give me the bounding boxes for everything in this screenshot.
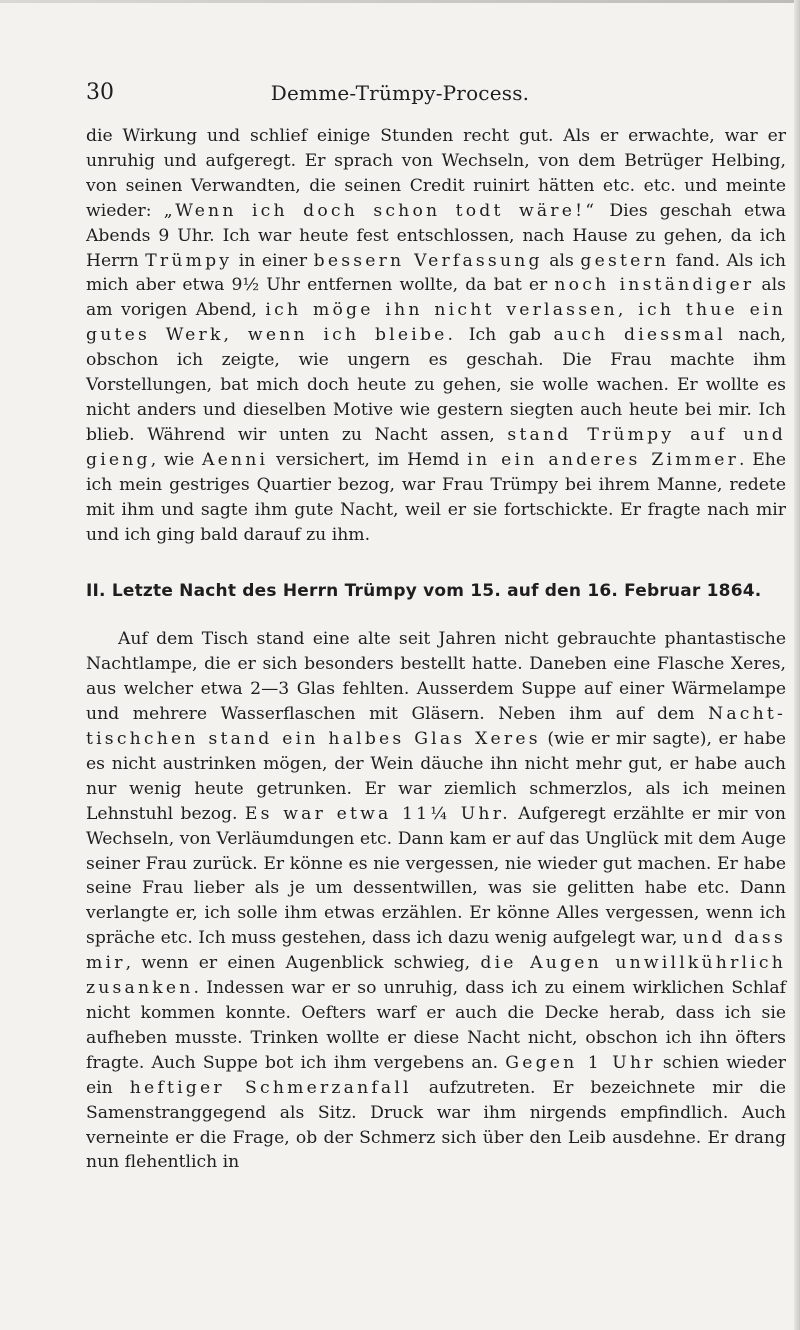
spaced-text: noch inständiger — [554, 275, 755, 296]
page-header — [0, 78, 800, 108]
paragraph-2 — [86, 627, 786, 1175]
spaced-text: in ein anderes Zimmer — [467, 449, 740, 470]
text-run: die Wirkung und schlief einige Stunden recht gut. Als er erwachte, war er unruhig und aufgeregt. Er sprach von Wechseln, von dem Betrüger Helbing, von seinen Verwandten, die seinen Credit ruinirt hätten etc. etc. und meinte wieder: — [86, 126, 786, 221]
text-run: Dies geschah etwa Abends 9 Uhr. Ich war heute fest entschlossen, nach Hause zu gehen, da ich Herrn — [86, 200, 787, 271]
text-run: Ich gab — [456, 325, 554, 346]
text-run: Auf dem Tisch stand eine alte seit Jahren nicht gebrauchte phantastische Nachtlampe, die er sich besonders bestellt hatte. Daneben eine Flasche Xeres, aus welcher etwa 2—3 Glas fehlten. Ausserdem Suppe auf einer Wärmelampe und mehrere Wasserflaschen mit Gläsern. Neben ihm auf dem — [86, 629, 786, 725]
spaced-text: Gegen 1 Uhr — [505, 1052, 656, 1073]
top-edge — [0, 0, 800, 3]
text-run: (wie er mir sagte), er habe es nicht austrinken mögen, der Wein däuche ihn nicht mehr gut, er habe auch nur wenig heute getrunken. Er war ziemlich schmerzlos, als ich meinen Lehnstuhl bezog. — [86, 729, 787, 824]
text-run: schien wieder ein — [86, 1052, 787, 1098]
running-title: Demme-Trümpy-Process. — [270, 81, 530, 105]
text-run: . Indessen war er so unruhig, dass ich zu einem wirklichen Schlaf nicht kommen konnte. Oefters warf er auch die Decke herab, dass ich sie aufheben musste. Trinken wollte er diese Nacht nicht, obschon ich ihn öfters fragte. Auch Suppe bot ich ihm vergebens an. — [86, 978, 786, 1073]
spaced-text: und dass mir — [86, 928, 786, 974]
spaced-text: ich möge ihn nicht verlassen, ich thue ein gutes Werk, wenn ich bleibe. — [86, 300, 787, 346]
text-run: als — [542, 250, 581, 271]
page-edge — [794, 0, 800, 1330]
spaced-text: heftiger Schmerzanfall — [129, 1077, 412, 1098]
spaced-text: stand Trümpy auf und gieng — [86, 424, 786, 470]
text-run: nach, obschon ich zeigte, wie ungern es geschah. Die Frau machte ihm Vorstellungen, bat mich doch heute zu gehen, sie wolle wachen. Er wollte es nicht anders und dieselben Motive wie gestern siegten auch heute bei mir. Ich blieb. Während wir unten zu Nacht assen, — [86, 325, 786, 445]
text-run: Aufgeregt erzählte er mir von Wechseln, von Verläumdungen etc. Dann kam er auf das Unglück mit dem Auge seiner Frau zurück. Er könne es nie vergessen, nie wieder gut machen. Er habe seine Frau lieber als je um dessentwillen, was sie gelitten habe etc. Dann verlangte er, ich solle ihm etwas erzählen. Er könne Alles vergessen, wenn ich spräche etc. Ich muss gestehen, dass ich dazu wenig aufgelegt war, — [86, 803, 787, 949]
spaced-text: „Wenn ich doch schon todt wäre!“ — [163, 200, 598, 221]
spaced-text: die Augen unwillkührlich zusanken — [86, 953, 786, 999]
spaced-text: Es war etwa 11¼ Uhr. — [244, 803, 511, 824]
text-run: aufzutreten. Er bezeichnete mir die Samenstranggegend als Sitz. Druck war ihm nirgends empfindlich. Auch verneinte er die Frage, ob der Schmerz sich über den Leib ausdehne. Er drang nun flehentlich in — [86, 1077, 787, 1173]
spaced-text: Trümpy — [145, 250, 233, 271]
page-number: 30 — [86, 80, 114, 105]
spaced-text: bessern Verfassung — [313, 250, 543, 271]
spaced-text: Nacht-tischchen stand ein halbes Glas Xeres — [86, 704, 786, 750]
spaced-text: gestern — [580, 250, 670, 271]
spaced-text: auch diessmal — [553, 325, 726, 346]
text-run: , wie — [150, 449, 203, 470]
text-run: versichert, im Hemd — [268, 449, 468, 470]
body-text — [86, 124, 786, 1175]
text-run: . Ehe ich mein gestriges Quartier bezog, war Frau Trümpy bei ihrem Manne, redete mit ihm und sagte ihm gute Nacht, weil er sie fortschickte. Er fragte nach mir und ich ging bald darauf zu ihm. — [86, 449, 786, 545]
text-run: in einer — [232, 250, 314, 271]
text-run: als am vorigen Abend, — [86, 275, 787, 321]
section-heading: II. Letzte Nacht des Herrn Trümpy vom 15. auf den 16. Februar 1864. — [86, 581, 762, 602]
spaced-text: Aenni — [202, 449, 269, 470]
paragraph-1 — [86, 124, 786, 547]
text-run: , wenn er einen Augenblick schwieg, — [125, 953, 481, 974]
text-run: fand. Als ich mich aber etwa 9½ Uhr entfernen wollte, da bat er — [86, 250, 786, 296]
